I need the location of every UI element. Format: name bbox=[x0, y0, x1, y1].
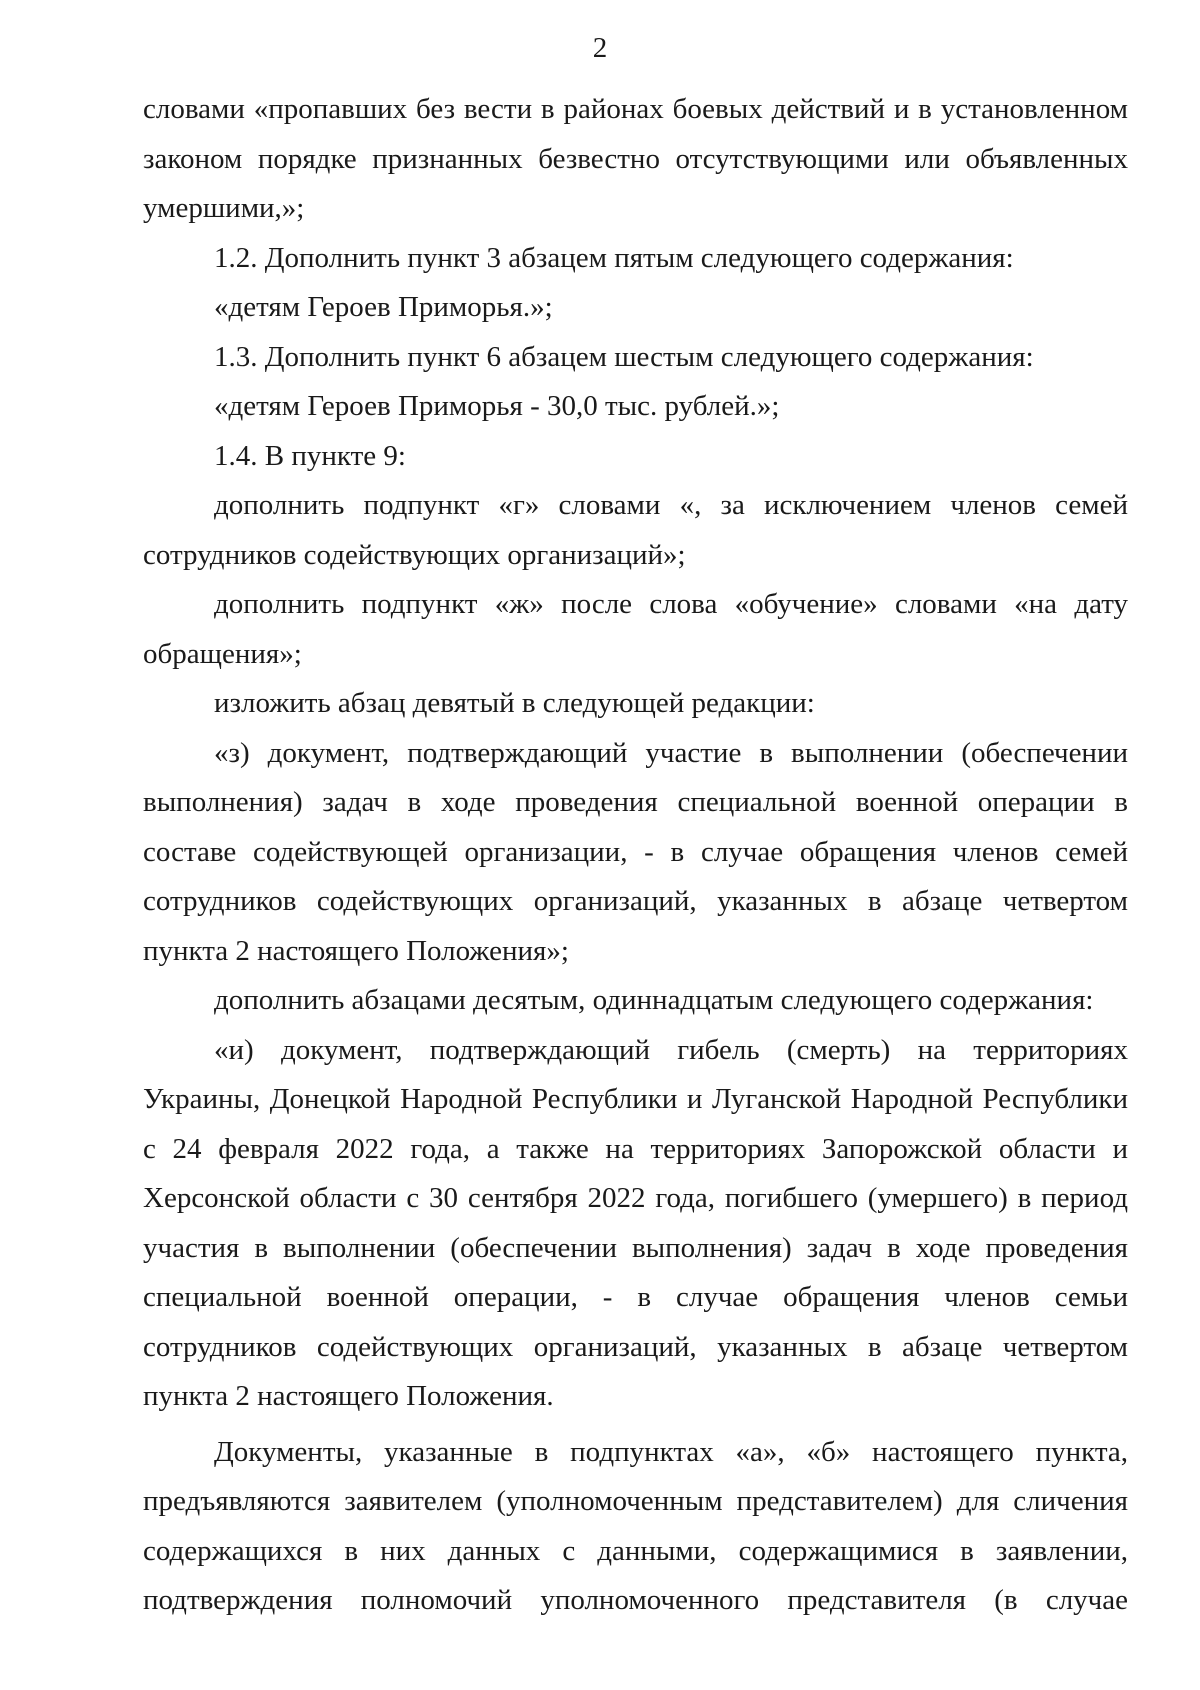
page-number: 2 bbox=[592, 32, 608, 64]
paragraph-subitem-zh: дополнить подпункт «ж» после слова «обучение» словами «на дату обращения»; bbox=[143, 588, 1128, 670]
paragraph-item-1-3: 1.3. Дополнить пункт 6 абзацем шестым следующего содержания: bbox=[214, 340, 1034, 373]
paragraph-documents: Документы, указанные в подпунктах «а», «б» настоящего пункта, предъявляются заявителем (уполномоченным представителем) для сличения содержащихся в них данных с данными, содержащимися в заявлении, подтверждения полномочий уполномоченного представителя (в случае bbox=[143, 1435, 1128, 1616]
paragraph-quote-1-2: «детям Героев Приморья.»; bbox=[214, 291, 553, 323]
document-body bbox=[143, 85, 1128, 1626]
paragraph-subitem-z: «з) документ, подтверждающий участие в выполнении (обеспечении выполнения) задач в ходе проведения специальной военной операции в составе содействующей организации, - в случае обращения членов семей сотрудников содействующих организаций, указанных в абзаце четвертом пункта 2 настоящего Положения»; bbox=[143, 736, 1128, 967]
paragraph-tenth-eleventh-intro: дополнить абзацами десятым, одиннадцатым следующего содержания: bbox=[214, 984, 1094, 1016]
paragraph-subitem-i: «и) документ, подтверждающий гибель (смерть) на территориях Украины, Донецкой Народной Республики и Луганской Народной Республики с 24 февраля 2022 года, а также на территориях Запорожской области и Херсонской области с 30 сентября 2022 года, погибшего (умершего) в период участия в выполнении (обеспечении выполнения) задач в ходе проведения специальной военной операции, - в случае обращения членов семьи сотрудников содействующих организаций, указанных в абзаце четвертом пункта 2 настоящего Положения. bbox=[143, 1033, 1128, 1412]
paragraph-item-1-4: 1.4. В пункте 9: bbox=[214, 439, 406, 472]
paragraph-quote-1-3: «детям Героев Приморья - 30,0 тыс. рублей.»; bbox=[214, 390, 780, 422]
paragraph-ninth-abzac-intro: изложить абзац девятый в следующей редакции: bbox=[214, 687, 815, 719]
paragraph-item-1-2: 1.2. Дополнить пункт 3 абзацем пятым следующего содержания: bbox=[214, 241, 1014, 274]
paragraph-continuation: словами «пропавших без вести в районах боевых действий и в установленном законом порядке признанных безвестно отсутствующими или объявленных умершими,»; bbox=[143, 93, 1128, 224]
paragraph-subitem-g: дополнить подпункт «г» словами «, за исключением членов семей сотрудников содействующих организаций»; bbox=[143, 489, 1128, 571]
